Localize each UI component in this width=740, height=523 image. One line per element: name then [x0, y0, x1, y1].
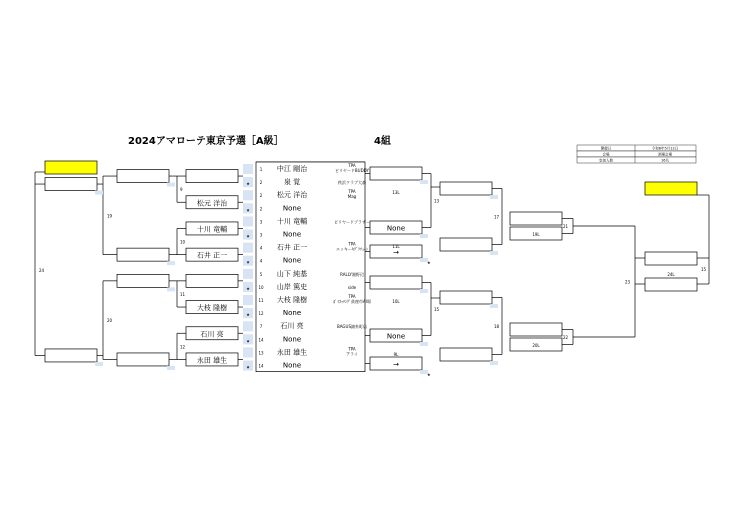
player-seed: 2	[259, 193, 263, 199]
shade-cell	[490, 195, 498, 199]
page-title: 2024アマローテ東京予選［A級］	[128, 136, 284, 147]
right-round1-name: None	[386, 224, 406, 233]
bye-mark: ★	[427, 260, 431, 265]
right-loser-note: 9L	[393, 352, 399, 357]
player-club: 秩浜クラブ大森	[338, 180, 366, 186]
info-value: 酒場会場	[658, 152, 672, 157]
right-winner-box	[645, 182, 697, 195]
info-key: 参加人数	[599, 158, 613, 163]
shade-cell	[243, 347, 253, 357]
bye-mark: ★	[246, 285, 250, 291]
title-group	[128, 134, 391, 147]
player-name: None	[282, 309, 302, 318]
shade-cell	[167, 261, 175, 265]
right-match-number: 22	[563, 335, 569, 340]
right-round2-box	[440, 238, 492, 251]
right-round1-box	[370, 276, 422, 289]
player-name: 山下 純基	[276, 269, 308, 278]
info-key: 開催日	[600, 146, 612, 151]
bye-mark: ★	[246, 181, 250, 187]
bye-mark: ★	[427, 372, 431, 377]
shade-cell	[167, 287, 175, 291]
left-round1-name: 大枝 隆樹	[196, 304, 228, 313]
info-row	[577, 151, 696, 157]
shade-cell	[167, 183, 175, 187]
player-club: RALLY湘野辺	[340, 271, 364, 277]
shade-cell	[243, 190, 253, 200]
right-loser-note: 13L	[392, 190, 400, 195]
player-seed: 2	[259, 206, 263, 212]
left-match-number: 10	[180, 239, 186, 245]
player-seed: 13	[258, 350, 264, 356]
left-match-number: 9	[180, 187, 183, 193]
player-name: 泉 覚	[283, 178, 301, 187]
right-match-number: 15	[434, 307, 440, 312]
right-round2-box	[440, 348, 492, 361]
left-match-number: 20	[107, 318, 113, 324]
bye-mark: ★	[246, 233, 250, 239]
right-round1-name: None	[386, 332, 406, 341]
player-club: Mag	[347, 194, 357, 200]
player-name: 山岸 篤史	[276, 282, 308, 291]
info-key: 会場	[602, 152, 610, 157]
left-round2-box	[117, 274, 169, 287]
right-round1-box	[370, 167, 422, 180]
player-club: side	[347, 284, 357, 290]
right-loser-note: 10L	[392, 299, 400, 304]
shade-cell	[420, 342, 428, 346]
left-round1-name: 石川 亮	[200, 330, 224, 339]
player-club: ビリヤードBUDDY	[335, 168, 369, 173]
left-round2-box	[117, 248, 169, 261]
shade-cell	[490, 251, 498, 255]
player-seed: 2	[259, 180, 263, 186]
shade-cell	[420, 180, 428, 184]
shade-cell	[243, 216, 253, 226]
left-round1-box	[186, 274, 238, 287]
shade-cell	[95, 191, 103, 195]
right-loser-note: 19L	[532, 232, 540, 237]
bye-mark: ★	[246, 207, 250, 213]
right-round1-name: →	[393, 360, 399, 369]
player-club: TPA	[348, 294, 356, 299]
player-seed: 5	[259, 271, 263, 277]
shade-cell	[243, 243, 253, 253]
shade-cell	[490, 361, 498, 365]
player-name: None	[282, 256, 302, 265]
player-name: 大枝 隆樹	[276, 296, 308, 304]
left-round1-name: 永田 雄生	[196, 356, 228, 365]
left-round1-box	[186, 170, 238, 183]
right-round3-box	[510, 323, 562, 336]
right-round1-name: →	[393, 248, 399, 257]
player-name: 石川 亮	[280, 322, 304, 331]
right-loser-note: 20L	[532, 343, 540, 348]
right-round2-box	[440, 182, 492, 195]
bracket-texts	[39, 163, 707, 377]
info-table	[577, 145, 696, 163]
left-round2-box	[117, 353, 169, 366]
player-seed: 4	[259, 245, 263, 251]
info-row	[577, 157, 696, 163]
right-loser-note: 11L	[392, 244, 400, 249]
player-club: BAGUS錦糸町店	[337, 324, 367, 330]
player-club: TPA	[348, 163, 356, 168]
left-match-number: 11	[180, 291, 186, 297]
player-name: None	[282, 335, 302, 344]
shade-cell	[420, 234, 428, 238]
right-round3-box	[510, 212, 562, 225]
bye-mark: ★	[246, 364, 250, 370]
player-name: 中江 剛治	[276, 165, 308, 173]
right-round2-box	[440, 291, 492, 304]
left-match-number: 19	[107, 213, 113, 219]
player-club: TPA	[348, 189, 356, 195]
player-club: エッキーｷﾃﾞﾌﾁｭｰﾝ	[336, 246, 368, 252]
player-seed: 3	[259, 219, 263, 225]
player-name: None	[282, 230, 302, 239]
player-club: TPA	[348, 241, 356, 247]
player-seed: 3	[259, 232, 263, 238]
shade-cell	[490, 304, 498, 308]
player-name: None	[282, 361, 302, 370]
right-round4-box	[645, 252, 697, 265]
info-value: 16名	[661, 158, 669, 163]
player-seed: 7	[259, 324, 263, 330]
info-value: 令和6年5月12日	[651, 146, 679, 151]
right-match-number: 17	[494, 214, 500, 220]
right-match-number: 23	[625, 279, 631, 285]
shade-cell	[243, 269, 253, 279]
right-match-number: 18	[494, 324, 500, 329]
player-seed: 14	[258, 363, 264, 369]
left-round2-box	[117, 170, 169, 183]
right-final-number: 15	[701, 267, 707, 272]
left-round3-box	[45, 349, 97, 362]
player-seed: 12	[258, 311, 264, 317]
player-club: ビリヤードブラザー	[334, 219, 370, 225]
player-seed: 11	[258, 298, 264, 303]
player-seed: 10	[258, 284, 264, 290]
left-round3-box	[45, 178, 97, 191]
left-final-number: 24	[39, 268, 45, 273]
player-club: アライ	[346, 351, 358, 357]
player-name: 石井 正一	[276, 243, 308, 252]
player-seed: 1	[259, 167, 263, 172]
shade-cell	[243, 321, 253, 331]
player-name: 永田 雄生	[276, 348, 308, 357]
shade-cell	[243, 295, 253, 305]
right-loser-note: 24L	[667, 272, 675, 277]
shade-cell	[243, 164, 253, 174]
player-name: 十川 竜輔	[276, 217, 308, 226]
left-round1-name: 石井 正一	[196, 251, 228, 260]
player-club: TPA	[348, 346, 356, 352]
player-name: 松元 洋治	[276, 191, 308, 200]
left-match-number: 12	[180, 344, 186, 350]
bye-mark: ★	[246, 312, 250, 318]
shade-cell	[167, 366, 175, 370]
shade-cell	[95, 362, 103, 366]
left-winner-box	[45, 161, 97, 174]
group-label: 4組	[374, 136, 391, 147]
player-seed: 14	[258, 337, 264, 343]
right-match-number: 13	[434, 198, 440, 204]
bye-mark: ★	[246, 338, 250, 344]
right-match-number: 21	[563, 224, 569, 229]
left-round1-name: 十川 竜輔	[196, 225, 228, 234]
player-seed: 4	[259, 258, 263, 264]
left-round1-name: 松元 洋治	[196, 199, 228, 208]
player-club: ﾎﾞｲｽｯﾁﾝｸﾞ荻窪市Al場	[333, 299, 371, 304]
bracket-boxes	[45, 161, 697, 374]
player-name: None	[282, 204, 302, 213]
bye-mark: ★	[246, 259, 250, 265]
right-round4-box	[645, 278, 697, 291]
shade-cell	[420, 289, 428, 293]
